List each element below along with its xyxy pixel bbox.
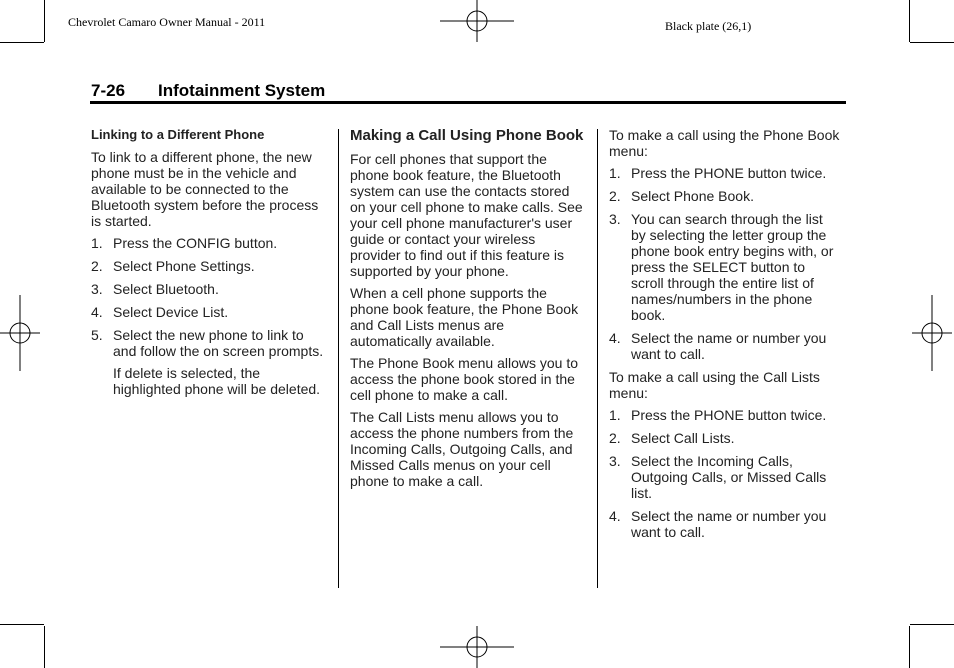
registration-mark-top (440, 0, 514, 42)
step-list (609, 165, 841, 362)
paragraph: The Phone Book menu allows you to access the phone book stored in the cell phone to make a call. (350, 355, 579, 403)
paragraph: To link to a different phone, the new phone must be in the vehicle and available to be connected to the Bluetooth system before the process is started. (91, 149, 319, 229)
note-paragraph: If delete is selected, the highlighted phone will be deleted. (113, 365, 321, 397)
list-item: 3. Select Bluetooth. (91, 281, 219, 297)
paragraph: To make a call using the Phone Book menu: (609, 127, 840, 159)
plate-info: Black plate (26,1) (665, 19, 752, 33)
column-2 (350, 127, 586, 495)
list-item: 1. Press the CONFIG button. (91, 235, 278, 251)
section-rule (90, 101, 846, 104)
subheading-linking-phone: Linking to a Different Phone (91, 127, 265, 142)
paragraph: To make a call using the Call Lists menu: (609, 369, 820, 401)
list-item: 3. You can search through the list by selecting the letter group the phone book entry begins with, or press the SELECT button to scroll through the entire list of names/numbers in the phone book. (609, 211, 834, 323)
registration-mark-right (912, 295, 952, 371)
page-number: 7-26 (91, 81, 126, 100)
column-3 (609, 127, 841, 547)
step-list (91, 235, 329, 359)
list-item: 1. Press the PHONE button twice. (609, 165, 827, 181)
paragraph: The Call Lists menu allows you to access the phone numbers from the Incoming Calls, Outgoing Calls, and Missed Calls menus on your cell phone to make a call. (350, 409, 574, 489)
list-item: 4. Select the name or number you want to call. (609, 330, 827, 362)
column-divider-1 (338, 129, 339, 588)
list-item: 4. Select Device List. (91, 304, 229, 320)
section-title: Infotainment System (158, 81, 326, 100)
manual-title: Chevrolet Camaro Owner Manual - 2011 (68, 15, 266, 29)
list-item: 4. Select the name or number you want to call. (609, 508, 827, 540)
subheading-phone-book: Making a Call Using Phone Book (350, 127, 584, 144)
registration-mark-left (0, 295, 40, 371)
list-item: 5. Select the new phone to link to and follow the on screen prompts. (91, 327, 324, 359)
list-item: 2. Select Call Lists. (609, 430, 735, 446)
list-item: 1. Press the PHONE button twice. (609, 407, 827, 423)
registration-mark-bottom (440, 626, 514, 668)
list-item: 3. Select the Incoming Calls, Outgoing Calls, or Missed Calls list. (609, 453, 827, 501)
paragraph: For cell phones that support the phone book feature, the Bluetooth system can use the contacts stored on your cell phone to make calls. See your cell phone manufacturer's user guide or contact your wireless provider to find out if this feature is supported by your phone. (350, 151, 583, 279)
column-divider-2 (597, 129, 598, 588)
column-1 (91, 127, 329, 403)
list-item: 2. Select Phone Book. (609, 188, 754, 204)
list-item: 2. Select Phone Settings. (91, 258, 255, 274)
step-list (609, 407, 841, 540)
paragraph: When a cell phone supports the phone book feature, the Phone Book and Call Lists menus are automatically available. (350, 285, 579, 349)
